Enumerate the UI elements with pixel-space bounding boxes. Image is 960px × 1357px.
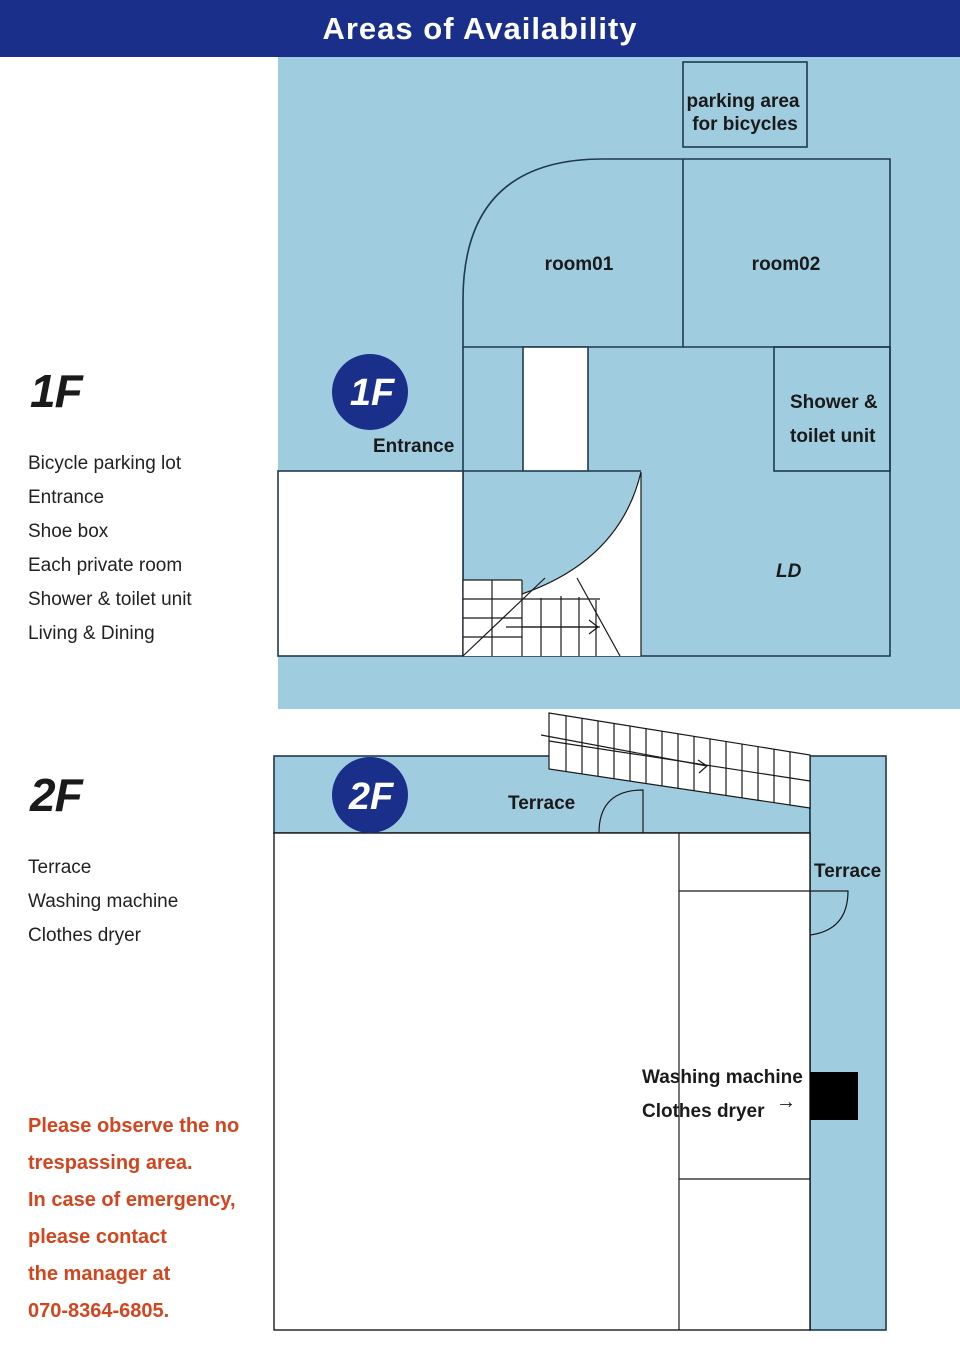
notice-line: In case of emergency, [28, 1189, 236, 1211]
notice-line: please contact [28, 1226, 167, 1248]
floor2-area-item: Terrace [28, 857, 92, 878]
floor1-area-item: Entrance [28, 487, 105, 508]
floor2-area-item: Clothes dryer [28, 925, 141, 946]
terrace-top-label: Terrace [508, 793, 576, 814]
shoe-box [523, 347, 588, 471]
floor1-area-item: Living & Dining [28, 623, 155, 644]
floor2-heading: 2F [30, 769, 82, 821]
shower-label-2: toilet unit [790, 426, 876, 447]
terrace-right-label: Terrace [814, 861, 882, 882]
notice-line: 070-8364-6805. [28, 1300, 170, 1322]
notice-line: trespassing area. [28, 1152, 193, 1174]
shower-label-1: Shower & [790, 392, 878, 413]
floor1-area-item: Shower & toilet unit [28, 589, 192, 610]
clothes-dryer-label: Clothes dryer [642, 1101, 765, 1122]
floor1-badge-label: 1F [349, 372, 395, 414]
bicycle-parking-label-1: parking area [686, 91, 800, 112]
floor1-area-item: Each private room [28, 555, 183, 576]
notice-line: the manager at [28, 1263, 171, 1285]
floor1-heading: 1F [30, 365, 82, 417]
floor1-area-item: Shoe box [28, 521, 109, 542]
floor2-area-item: Washing machine [28, 891, 179, 912]
notice-line: Please observe the no [28, 1115, 240, 1137]
floor1-area-item: Bicycle parking lot [28, 453, 182, 474]
floor1-plan [278, 57, 960, 709]
page-title: Areas of Availability [322, 10, 638, 46]
restricted-area [278, 471, 463, 656]
floor2-badge-label: 2F [348, 776, 394, 818]
terrace-right [810, 756, 886, 1330]
floor2-plan [274, 713, 886, 1330]
room01-label: room01 [544, 254, 614, 275]
arrow-right-icon: → [776, 1091, 796, 1113]
washing-machine-label: Washing machine [642, 1067, 803, 1088]
room02-label: room02 [751, 254, 821, 275]
entrance-label: Entrance [373, 436, 455, 457]
ld-label: LD [776, 561, 802, 582]
bicycle-parking-label-2: for bicycles [692, 114, 798, 135]
washing-machine-icon [810, 1072, 858, 1120]
